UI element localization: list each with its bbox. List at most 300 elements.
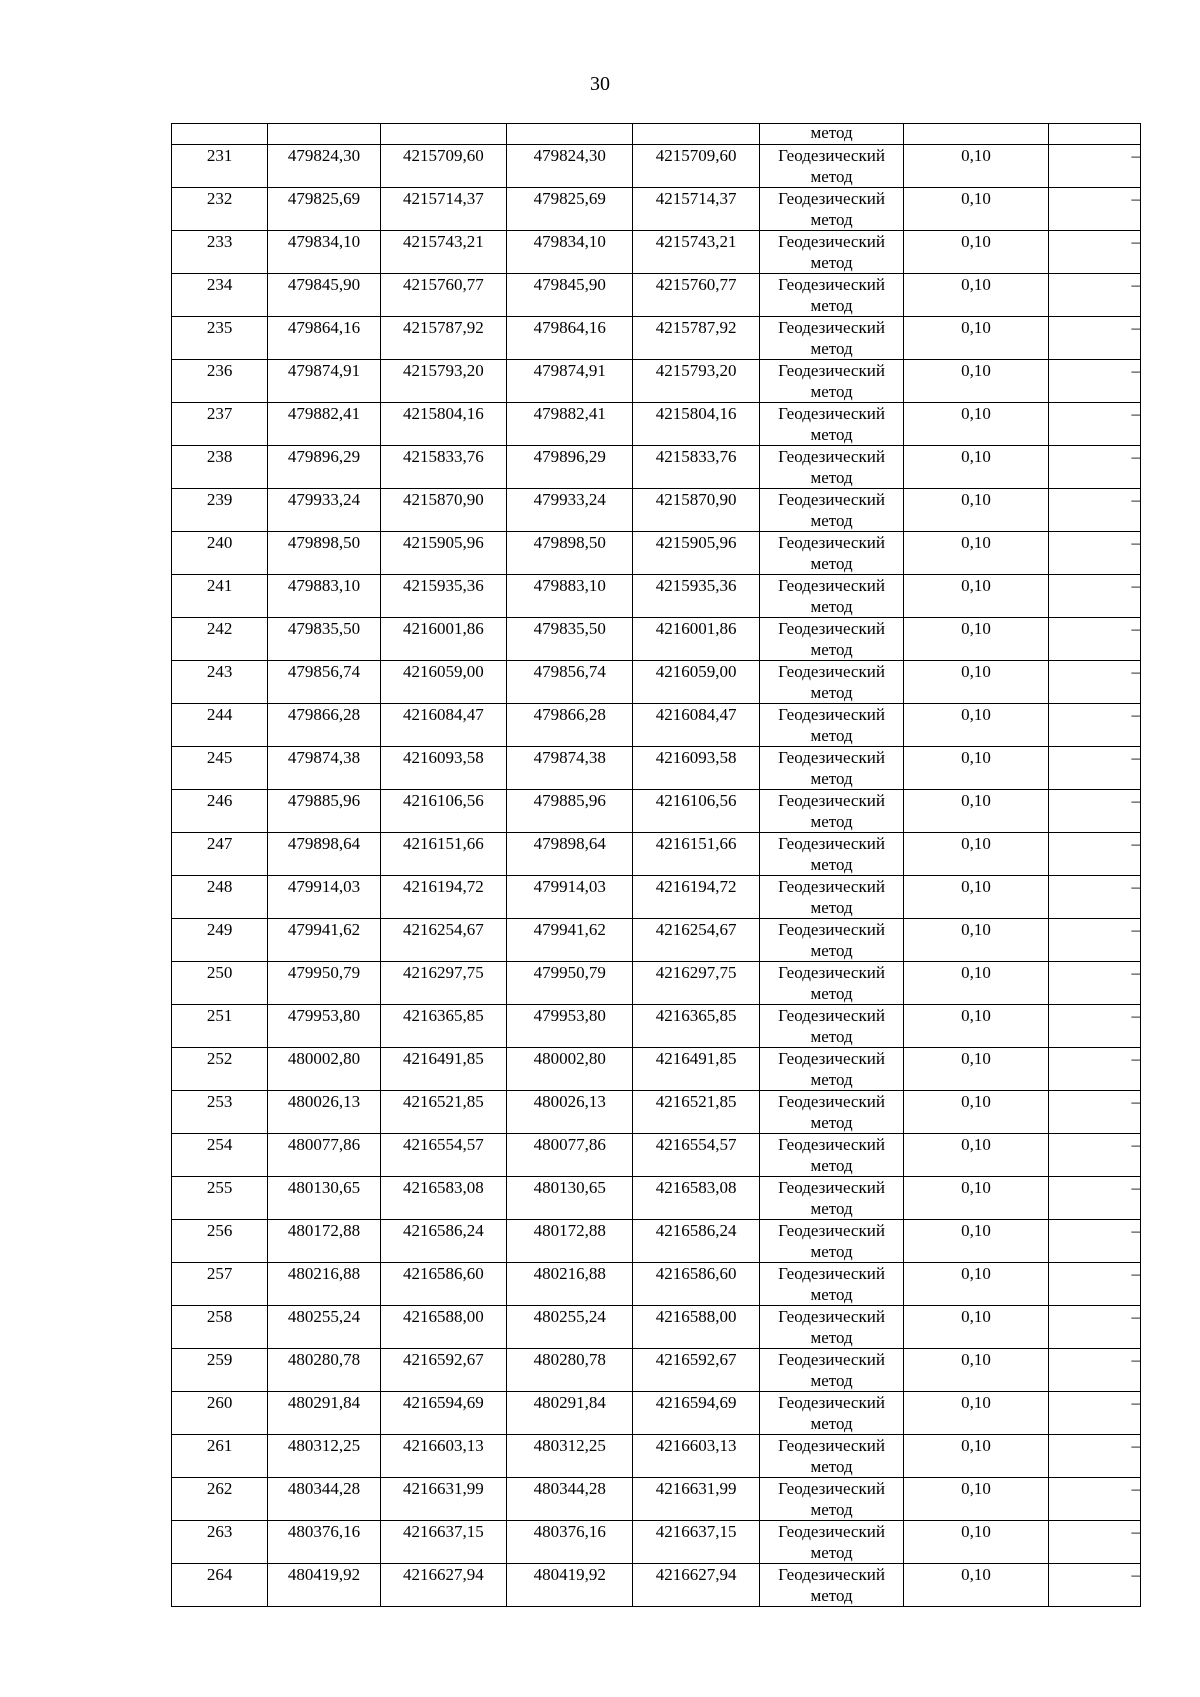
method-cell: [759, 962, 903, 1005]
x-coordinate-cell: 479874,38: [268, 747, 380, 790]
x-coordinate-cell: 480419,92: [268, 1564, 380, 1607]
note-cell: –: [1048, 1134, 1140, 1177]
note-cell: –: [1048, 446, 1140, 489]
y-coordinate-cell: 4216254,67: [380, 919, 506, 962]
method-line-2: метод: [810, 339, 853, 358]
method-cell: [759, 790, 903, 833]
y-coordinate-cell: 4216001,86: [633, 618, 759, 661]
accuracy-cell: 0,10: [904, 145, 1048, 188]
method-line-1: Геодезический: [778, 791, 885, 810]
y-coordinate-cell: 4216631,99: [633, 1478, 759, 1521]
x-coordinate-cell: 479835,50: [507, 618, 633, 661]
y-coordinate-cell: 4215743,21: [633, 231, 759, 274]
method-cell: метод: [759, 124, 903, 145]
point-number-cell: 259: [172, 1349, 268, 1392]
y-coordinate-cell: 4215793,20: [633, 360, 759, 403]
y-coordinate-cell: 4216521,85: [633, 1091, 759, 1134]
point-number-cell: 240: [172, 532, 268, 575]
point-number-cell: 243: [172, 661, 268, 704]
method-cell: [759, 1220, 903, 1263]
y-coordinate-cell: 4215709,60: [633, 145, 759, 188]
accuracy-cell: 0,10: [904, 962, 1048, 1005]
method-cell: [759, 1349, 903, 1392]
x-coordinate-cell: 480280,78: [507, 1349, 633, 1392]
method-cell: [759, 188, 903, 231]
method-cell: [759, 145, 903, 188]
x-coordinate-cell: 480312,25: [507, 1435, 633, 1478]
table-row: [172, 145, 1141, 188]
point-number-cell: 264: [172, 1564, 268, 1607]
table-row: [172, 876, 1141, 919]
x-coordinate-cell: 479874,91: [268, 360, 380, 403]
y-coordinate-cell: 4216594,69: [633, 1392, 759, 1435]
method-cell: [759, 1478, 903, 1521]
accuracy-cell: 0,10: [904, 1091, 1048, 1134]
method-line-1: Геодезический: [778, 1178, 885, 1197]
method-cell: [759, 1005, 903, 1048]
method-line-2: метод: [810, 1113, 853, 1132]
note-cell: –: [1048, 1048, 1140, 1091]
x-coordinate-cell: 480255,24: [268, 1306, 380, 1349]
method-line-1: Геодезический: [778, 920, 885, 939]
x-coordinate-cell: 479914,03: [507, 876, 633, 919]
y-coordinate-cell: 4216603,13: [380, 1435, 506, 1478]
method-line-2: метод: [810, 683, 853, 702]
coordinates-table-body: [172, 124, 1141, 1607]
accuracy-cell: 0,10: [904, 188, 1048, 231]
accuracy-cell: 0,10: [904, 1392, 1048, 1435]
table-row: [172, 1392, 1141, 1435]
x-coordinate-cell: 479941,62: [268, 919, 380, 962]
x-coordinate-cell: 479885,96: [268, 790, 380, 833]
table-row: [172, 618, 1141, 661]
point-number-cell: 251: [172, 1005, 268, 1048]
y-coordinate-cell: 4216637,15: [380, 1521, 506, 1564]
y-coordinate-cell: 4216586,60: [633, 1263, 759, 1306]
y-coordinate-cell: 4216586,60: [380, 1263, 506, 1306]
note-cell: –: [1048, 1306, 1140, 1349]
accuracy-cell: 0,10: [904, 790, 1048, 833]
page-number: 30: [590, 73, 610, 95]
method-cell: [759, 1564, 903, 1607]
accuracy-cell: 0,10: [904, 704, 1048, 747]
method-line-2: метод: [810, 468, 853, 487]
x-coordinate-cell: 479883,10: [268, 575, 380, 618]
table-row: [172, 919, 1141, 962]
y-coordinate-cell: 4216583,08: [380, 1177, 506, 1220]
note-cell: –: [1048, 188, 1140, 231]
x-coordinate-cell: 480172,88: [268, 1220, 380, 1263]
note-cell: –: [1048, 1005, 1140, 1048]
y-coordinate-cell: 4216059,00: [380, 661, 506, 704]
x-coordinate-cell: 479953,80: [268, 1005, 380, 1048]
x-coordinate-cell: 479898,64: [507, 833, 633, 876]
x-coordinate-cell: 480130,65: [507, 1177, 633, 1220]
y-coordinate-cell: 4216521,85: [380, 1091, 506, 1134]
table-cell: [633, 124, 759, 145]
method-line-2: метод: [810, 984, 853, 1003]
accuracy-cell: 0,10: [904, 1263, 1048, 1306]
x-coordinate-cell: 479933,24: [507, 489, 633, 532]
y-coordinate-cell: 4216151,66: [380, 833, 506, 876]
method-cell: [759, 1263, 903, 1306]
x-coordinate-cell: 480077,86: [507, 1134, 633, 1177]
table-cell: [380, 124, 506, 145]
point-number-cell: 260: [172, 1392, 268, 1435]
method-line-1: Геодезический: [778, 318, 885, 337]
accuracy-cell: 0,10: [904, 1220, 1048, 1263]
y-coordinate-cell: 4216001,86: [380, 618, 506, 661]
point-number-cell: 263: [172, 1521, 268, 1564]
x-coordinate-cell: 480002,80: [268, 1048, 380, 1091]
method-cell: [759, 661, 903, 704]
method-cell: [759, 1048, 903, 1091]
note-cell: –: [1048, 962, 1140, 1005]
y-coordinate-cell: 4216586,24: [633, 1220, 759, 1263]
x-coordinate-cell: 480376,16: [507, 1521, 633, 1564]
x-coordinate-cell: 479933,24: [268, 489, 380, 532]
x-coordinate-cell: 480280,78: [268, 1349, 380, 1392]
x-coordinate-cell: 479835,50: [268, 618, 380, 661]
table-row: [172, 1521, 1141, 1564]
y-coordinate-cell: 4216194,72: [633, 876, 759, 919]
x-coordinate-cell: 480291,84: [507, 1392, 633, 1435]
accuracy-cell: 0,10: [904, 1478, 1048, 1521]
note-cell: –: [1048, 1435, 1140, 1478]
table-row: [172, 1005, 1141, 1048]
table-row: [172, 1134, 1141, 1177]
point-number-cell: 257: [172, 1263, 268, 1306]
point-number-cell: 237: [172, 403, 268, 446]
note-cell: –: [1048, 274, 1140, 317]
y-coordinate-cell: 4216627,94: [380, 1564, 506, 1607]
accuracy-cell: 0,10: [904, 1177, 1048, 1220]
y-coordinate-cell: 4215793,20: [380, 360, 506, 403]
y-coordinate-cell: 4216365,85: [380, 1005, 506, 1048]
x-coordinate-cell: 479864,16: [507, 317, 633, 360]
y-coordinate-cell: 4216297,75: [633, 962, 759, 1005]
x-coordinate-cell: 479824,30: [268, 145, 380, 188]
method-cell: [759, 1392, 903, 1435]
note-cell: –: [1048, 532, 1140, 575]
method-line-2: метод: [810, 554, 853, 573]
y-coordinate-cell: 4216583,08: [633, 1177, 759, 1220]
y-coordinate-cell: 4215709,60: [380, 145, 506, 188]
method-line-2: метод: [810, 855, 853, 874]
note-cell: –: [1048, 1263, 1140, 1306]
y-coordinate-cell: 4215787,92: [633, 317, 759, 360]
point-number-cell: 254: [172, 1134, 268, 1177]
table-cell: [904, 124, 1048, 145]
x-coordinate-cell: 479866,28: [507, 704, 633, 747]
method-line-2: метод: [810, 941, 853, 960]
method-cell: [759, 618, 903, 661]
note-cell: –: [1048, 1091, 1140, 1134]
method-line-1: Геодезический: [778, 146, 885, 165]
note-cell: –: [1048, 403, 1140, 446]
point-number-cell: 252: [172, 1048, 268, 1091]
accuracy-cell: 0,10: [904, 575, 1048, 618]
x-coordinate-cell: 480077,86: [268, 1134, 380, 1177]
method-line-1: Геодезический: [778, 1006, 885, 1025]
point-number-cell: 238: [172, 446, 268, 489]
x-coordinate-cell: 479834,10: [507, 231, 633, 274]
y-coordinate-cell: 4215870,90: [380, 489, 506, 532]
y-coordinate-cell: 4215833,76: [633, 446, 759, 489]
point-number-cell: 253: [172, 1091, 268, 1134]
method-line-2: метод: [810, 1285, 853, 1304]
method-cell: [759, 833, 903, 876]
method-line-1: Геодезический: [778, 1264, 885, 1283]
point-number-cell: 234: [172, 274, 268, 317]
method-line-2: метод: [810, 1242, 853, 1261]
x-coordinate-cell: 479856,74: [507, 661, 633, 704]
x-coordinate-cell: 479874,91: [507, 360, 633, 403]
note-cell: –: [1048, 1478, 1140, 1521]
method-line-2: метод: [810, 167, 853, 186]
note-cell: –: [1048, 1564, 1140, 1607]
point-number-cell: 239: [172, 489, 268, 532]
table-cell: [1048, 124, 1140, 145]
x-coordinate-cell: 479885,96: [507, 790, 633, 833]
method-line-1: Геодезический: [778, 1565, 885, 1584]
method-line-1: Геодезический: [778, 1522, 885, 1541]
y-coordinate-cell: 4216365,85: [633, 1005, 759, 1048]
method-line-1: Геодезический: [778, 1436, 885, 1455]
table-cell: [507, 124, 633, 145]
method-cell: [759, 1091, 903, 1134]
point-number-cell: 231: [172, 145, 268, 188]
method-line-1: Геодезический: [778, 1479, 885, 1498]
note-cell: –: [1048, 833, 1140, 876]
method-line-1: Геодезический: [778, 576, 885, 595]
x-coordinate-cell: 480376,16: [268, 1521, 380, 1564]
table-row: [172, 790, 1141, 833]
method-cell: [759, 876, 903, 919]
accuracy-cell: 0,10: [904, 231, 1048, 274]
method-line-1: Геодезический: [778, 275, 885, 294]
note-cell: –: [1048, 231, 1140, 274]
method-cell: [759, 747, 903, 790]
method-line-2: метод: [810, 1414, 853, 1433]
method-line-1: Геодезический: [778, 1092, 885, 1111]
method-cell: [759, 575, 903, 618]
y-coordinate-cell: 4216627,94: [633, 1564, 759, 1607]
note-cell: –: [1048, 575, 1140, 618]
method-line-2: метод: [810, 1328, 853, 1347]
y-coordinate-cell: 4215804,16: [380, 403, 506, 446]
accuracy-cell: 0,10: [904, 489, 1048, 532]
accuracy-cell: 0,10: [904, 1349, 1048, 1392]
point-number-cell: 256: [172, 1220, 268, 1263]
y-coordinate-cell: 4216254,67: [633, 919, 759, 962]
method-line-1: Геодезический: [778, 361, 885, 380]
method-cell: [759, 704, 903, 747]
y-coordinate-cell: 4215804,16: [633, 403, 759, 446]
note-cell: –: [1048, 919, 1140, 962]
x-coordinate-cell: 479856,74: [268, 661, 380, 704]
y-coordinate-cell: 4215870,90: [633, 489, 759, 532]
note-cell: –: [1048, 661, 1140, 704]
method-cell: [759, 231, 903, 274]
x-coordinate-cell: 479845,90: [507, 274, 633, 317]
note-cell: –: [1048, 360, 1140, 403]
method-cell: [759, 1435, 903, 1478]
table-row: [172, 1478, 1141, 1521]
accuracy-cell: 0,10: [904, 317, 1048, 360]
accuracy-cell: 0,10: [904, 446, 1048, 489]
method-line-1: Геодезический: [778, 533, 885, 552]
method-line-2: метод: [810, 1586, 853, 1605]
table-row: [172, 403, 1141, 446]
method-cell: [759, 532, 903, 575]
x-coordinate-cell: 479866,28: [268, 704, 380, 747]
table-row: [172, 575, 1141, 618]
accuracy-cell: 0,10: [904, 876, 1048, 919]
table-row: [172, 231, 1141, 274]
y-coordinate-cell: 4216093,58: [380, 747, 506, 790]
point-number-cell: 258: [172, 1306, 268, 1349]
x-coordinate-cell: 479950,79: [507, 962, 633, 1005]
method-cell: [759, 489, 903, 532]
x-coordinate-cell: 480026,13: [507, 1091, 633, 1134]
y-coordinate-cell: 4215787,92: [380, 317, 506, 360]
continued-row: [172, 124, 1141, 145]
note-cell: –: [1048, 747, 1140, 790]
y-coordinate-cell: 4216603,13: [633, 1435, 759, 1478]
table-row: [172, 1564, 1141, 1607]
method-cell: [759, 360, 903, 403]
point-number-cell: 248: [172, 876, 268, 919]
table-row: [172, 1306, 1141, 1349]
table-row: [172, 274, 1141, 317]
x-coordinate-cell: 479882,41: [268, 403, 380, 446]
point-number-cell: 242: [172, 618, 268, 661]
y-coordinate-cell: 4215935,36: [380, 575, 506, 618]
method-line-1: Геодезический: [778, 1049, 885, 1068]
table-row: [172, 1349, 1141, 1392]
accuracy-cell: 0,10: [904, 360, 1048, 403]
y-coordinate-cell: 4216059,00: [633, 661, 759, 704]
y-coordinate-cell: 4216588,00: [633, 1306, 759, 1349]
x-coordinate-cell: 479898,50: [268, 532, 380, 575]
method-line-2: метод: [810, 1457, 853, 1476]
y-coordinate-cell: 4216554,57: [633, 1134, 759, 1177]
x-coordinate-cell: 479896,29: [268, 446, 380, 489]
x-coordinate-cell: 479941,62: [507, 919, 633, 962]
x-coordinate-cell: 479914,03: [268, 876, 380, 919]
method-cell: [759, 403, 903, 446]
method-line-1: Геодезический: [778, 232, 885, 251]
method-cell: [759, 1134, 903, 1177]
point-number-cell: 244: [172, 704, 268, 747]
method-line-1: Геодезический: [778, 1350, 885, 1369]
method-line-2: метод: [810, 1070, 853, 1089]
method-line-1: Геодезический: [778, 963, 885, 982]
y-coordinate-cell: 4216106,56: [380, 790, 506, 833]
accuracy-cell: 0,10: [904, 403, 1048, 446]
y-coordinate-cell: 4216084,47: [380, 704, 506, 747]
accuracy-cell: 0,10: [904, 747, 1048, 790]
accuracy-cell: 0,10: [904, 919, 1048, 962]
y-coordinate-cell: 4216084,47: [633, 704, 759, 747]
table-row: [172, 661, 1141, 704]
point-number-cell: 235: [172, 317, 268, 360]
y-coordinate-cell: 4215905,96: [633, 532, 759, 575]
note-cell: –: [1048, 876, 1140, 919]
note-cell: –: [1048, 145, 1140, 188]
y-coordinate-cell: 4216106,56: [633, 790, 759, 833]
y-coordinate-cell: 4215714,37: [633, 188, 759, 231]
table-row: [172, 446, 1141, 489]
method-line-1: Геодезический: [778, 189, 885, 208]
method-line-1: Геодезический: [778, 1307, 885, 1326]
method-cell: [759, 1306, 903, 1349]
method-line-2: метод: [810, 1199, 853, 1218]
table-row: [172, 1263, 1141, 1306]
x-coordinate-cell: 479953,80: [507, 1005, 633, 1048]
accuracy-cell: 0,10: [904, 1521, 1048, 1564]
method-line-1: Геодезический: [778, 404, 885, 423]
y-coordinate-cell: 4216297,75: [380, 962, 506, 1005]
method-cell: [759, 446, 903, 489]
table-cell: [268, 124, 380, 145]
x-coordinate-cell: 479845,90: [268, 274, 380, 317]
method-cell: [759, 919, 903, 962]
accuracy-cell: 0,10: [904, 1048, 1048, 1091]
x-coordinate-cell: 480130,65: [268, 1177, 380, 1220]
note-cell: –: [1048, 704, 1140, 747]
method-line-1: Геодезический: [778, 877, 885, 896]
method-line-2: метод: [810, 382, 853, 401]
method-line-2: метод: [810, 425, 853, 444]
x-coordinate-cell: 479896,29: [507, 446, 633, 489]
table-row: [172, 188, 1141, 231]
note-cell: –: [1048, 1177, 1140, 1220]
x-coordinate-cell: 479834,10: [268, 231, 380, 274]
accuracy-cell: 0,10: [904, 1005, 1048, 1048]
method-line-1: Геодезический: [778, 834, 885, 853]
y-coordinate-cell: 4215743,21: [380, 231, 506, 274]
point-number-cell: 232: [172, 188, 268, 231]
table-row: [172, 1091, 1141, 1134]
y-coordinate-cell: 4216554,57: [380, 1134, 506, 1177]
y-coordinate-cell: 4215714,37: [380, 188, 506, 231]
accuracy-cell: 0,10: [904, 1435, 1048, 1478]
method-cell: [759, 317, 903, 360]
method-line-2: метод: [810, 1543, 853, 1562]
point-number-cell: 250: [172, 962, 268, 1005]
method-line-1: Геодезический: [778, 705, 885, 724]
x-coordinate-cell: 480312,25: [268, 1435, 380, 1478]
method-line-2: метод: [810, 511, 853, 530]
accuracy-cell: 0,10: [904, 1306, 1048, 1349]
y-coordinate-cell: 4216151,66: [633, 833, 759, 876]
x-coordinate-cell: 480026,13: [268, 1091, 380, 1134]
note-cell: –: [1048, 1521, 1140, 1564]
x-coordinate-cell: 479882,41: [507, 403, 633, 446]
x-coordinate-cell: 479825,69: [507, 188, 633, 231]
method-line-2: метод: [810, 898, 853, 917]
method-line-2: метод: [810, 1500, 853, 1519]
y-coordinate-cell: 4216637,15: [633, 1521, 759, 1564]
y-coordinate-cell: 4215760,77: [380, 274, 506, 317]
method-line-1: Геодезический: [778, 619, 885, 638]
note-cell: –: [1048, 317, 1140, 360]
note-cell: –: [1048, 1349, 1140, 1392]
table-row: [172, 360, 1141, 403]
y-coordinate-cell: 4216093,58: [633, 747, 759, 790]
